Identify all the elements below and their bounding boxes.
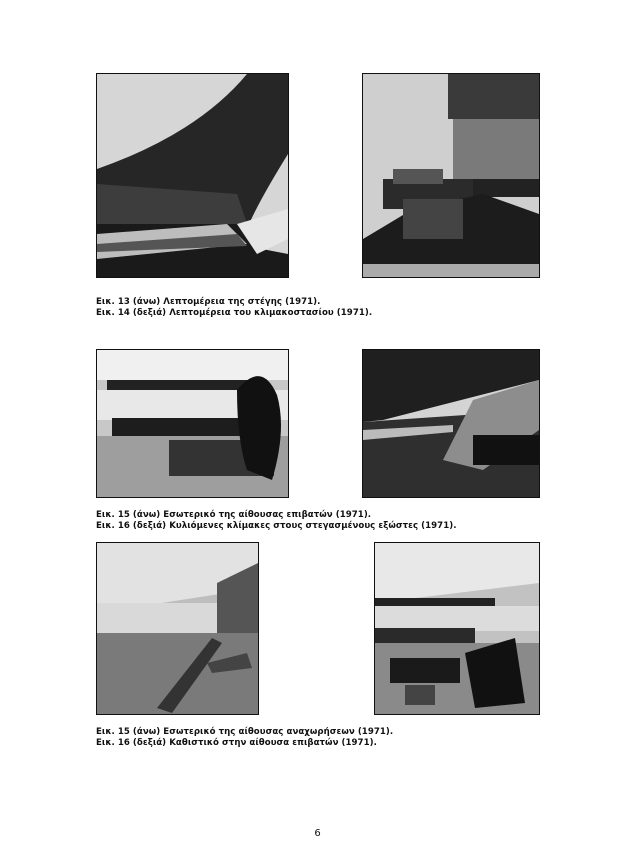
roof-detail-photo: [96, 73, 289, 278]
departure-hall-interior-photo: [96, 542, 259, 715]
caption-group-2: [96, 510, 457, 532]
passenger-hall-interior-photo: [96, 349, 289, 498]
caption-fig16-escalators: Εικ. 16 (δεξιά) Κυλιόμενες κλίμακες στους στεγασμένους εξώστες (1971).: [96, 521, 457, 531]
passenger-hall-seating-photo: [374, 542, 540, 715]
caption-fig16-seating: Εικ. 16 (δεξιά) Καθιστικό στην αίθουσα επιβατών (1971).: [96, 738, 377, 748]
caption-fig14: Εικ. 14 (δεξιά) Λεπτομέρεια του κλιμακοστασίου (1971).: [96, 308, 373, 318]
caption-group-3: [96, 727, 393, 749]
covered-terrace-stairs-photo: [362, 349, 540, 498]
caption-group-1: [96, 297, 372, 319]
caption-fig15-passenger-hall: Εικ. 15 (άνω) Εσωτερικό της αίθουσας επιβατών (1971).: [96, 510, 372, 520]
caption-fig15-departure-hall: Εικ. 15 (άνω) Εσωτερικό της αίθουσας αναχωρήσεων (1971).: [96, 727, 394, 737]
page-number: 6: [314, 828, 321, 839]
caption-fig13: Εικ. 13 (άνω) Λεπτομέρεια της στέγης (1971).: [96, 297, 321, 307]
staircase-detail-photo: [362, 73, 540, 278]
